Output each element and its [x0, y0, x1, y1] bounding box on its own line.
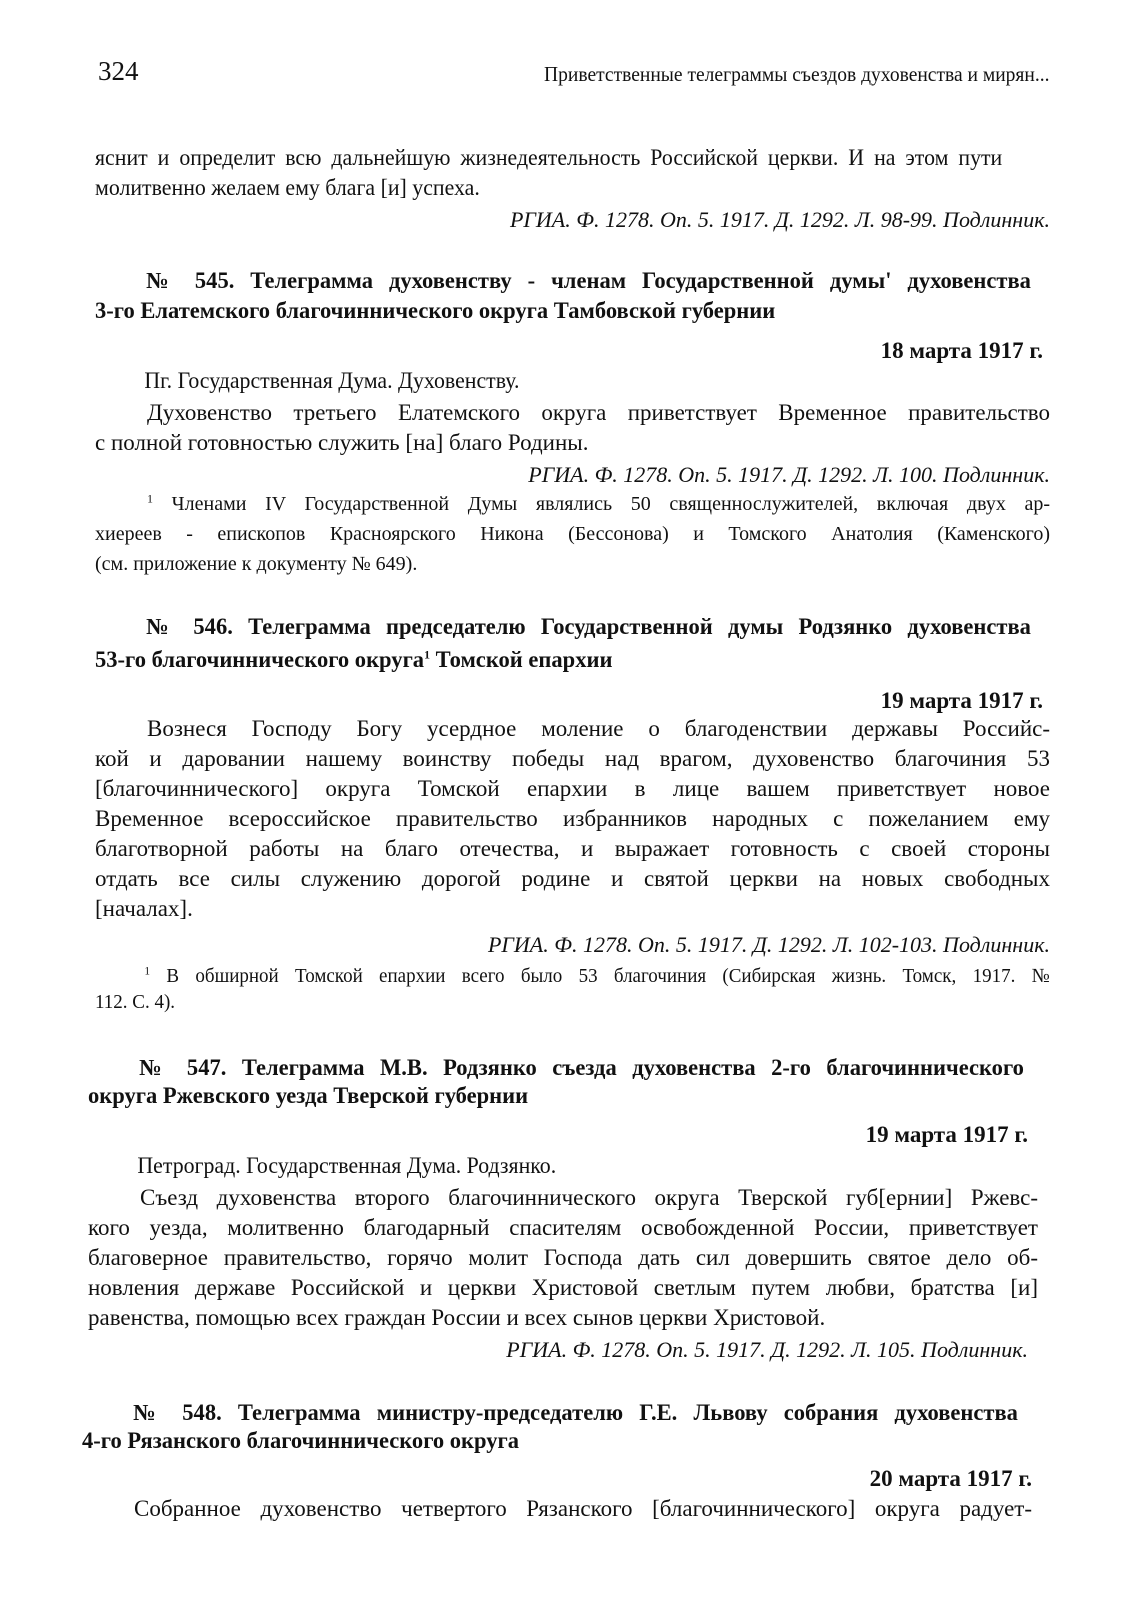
document-title: № 547. Телеграмма М.В. Родзянко съезда духовенства 2-го благочиннического — [138, 1055, 1024, 1080]
footnote — [95, 490, 1050, 518]
document-title: № 548. Телеграмма министру-председателю Г.Е. Львову собрания духовенства — [132, 1400, 1018, 1425]
document-title: № 546. Телеграмма председателю Государственной думы Родзянко духовенства — [145, 614, 1031, 639]
footnote-mark: 1 — [147, 491, 153, 506]
document-address: Петроград. Государственная Дума. Родзянко. — [137, 1153, 557, 1178]
footnote-line: (см. приложение к документу № 649). — [95, 553, 418, 575]
body-line: Собранное духовенство четвертого Рязанского [благочиннического] округа радует- — [134, 1496, 1032, 1521]
document-date: 19 марта 1917 г. — [880, 688, 1043, 713]
body-line: [благочиннического] округа Томской епархии в лице вашем приветствует новое — [95, 776, 1050, 801]
body-line: Временное всероссийское правительство избранников народных с пожеланием ему — [95, 806, 1050, 831]
archive-source: РГИА. Ф. 1278. Оп. 5. 1917. Д. 1292. Л. 102-103. Подлинник. — [487, 932, 1050, 957]
document-title: 53-го благочиннического округа$^1$ Томской епархии — [95, 647, 613, 672]
document-title: 4-го Рязанского благочиннического округа — [82, 1428, 520, 1453]
archive-source: РГИА. Ф. 1278. Оп. 5. 1917. Д. 1292. Л. 105. Подлинник. — [506, 1337, 1028, 1362]
body-line: молитвенно желаем ему блага [и] успеха. — [95, 175, 480, 200]
body-line: Духовенство третьего Елатемского округа приветствует Временное правительство — [147, 400, 1050, 425]
document-title: 3-го Елатемского благочиннического округа Тамбовской губернии — [95, 298, 776, 323]
document-address: Пг. Государственная Дума. Духовенству. — [144, 368, 520, 393]
body-line: равенства, помощью всех граждан России и всех сынов церкви Христовой. — [88, 1305, 826, 1330]
body-line: яснит и определит всю дальнейшую жизнедеятельность Российской церкви. И на этом пути — [95, 145, 1003, 170]
body-line: новления державе Российской и церкви Христовой светлым путем любви, братства [и] — [88, 1275, 1038, 1300]
body-line: с полной готовностью служить [на] благо Родины. — [95, 430, 589, 455]
document-date: 19 марта 1917 г. — [865, 1122, 1028, 1147]
document-title: № 545. Телеграмма духовенству - членам Государственной думы' духовенства — [145, 268, 1031, 293]
body-line: кой и даровании нашему воинству победы над врагом, духовенство благочиния 53 — [95, 746, 1050, 771]
document-date: 18 марта 1917 г. — [880, 338, 1043, 363]
body-line: кого уезда, молитвенно благодарный спасителям освобожденной России, приветствует — [88, 1215, 1038, 1240]
body-line: Вознеся Господу Богу усердное моление о благоденствии державы Российс- — [147, 716, 1050, 741]
body-line: благоверное правительство, горячо молит Господа дать сил довершить святое дело об- — [88, 1245, 1038, 1270]
body-line: Съезд духовенства второго благочиннического округа Тверской губ[ернии] Ржевс- — [140, 1185, 1038, 1210]
archive-source: РГИА. Ф. 1278. Оп. 5. 1917. Д. 1292. Л. 100. Подлинник. — [528, 462, 1050, 487]
footnote-mark: 1 — [424, 647, 430, 662]
footnote-text: В обширной Томской епархии всего было 53 благочиния (Сибирская жизнь. Томск, 1917. № — [166, 965, 1050, 987]
body-line: [началах]. — [95, 896, 193, 921]
footnote-text: Членами IV Государственной Думы являлись 50 священнослужителей, включая двух ар- — [171, 493, 1051, 515]
body-line: благотворной работы на благо отечества, и выражает готовность с своей стороны — [95, 836, 1050, 861]
archive-source: РГИА. Ф. 1278. Оп. 5. 1917. Д. 1292. Л. 98-99. Подлинник. — [509, 207, 1050, 232]
document-title: округа Ржевского уезда Тверской губернии — [88, 1083, 529, 1108]
running-title: Приветственные телеграммы съездов духовенства и мирян... — [544, 62, 1050, 86]
footnote-line: хиереев - епископов Красноярского Никона (Бессонова) и Томского Анатолия (Каменского) — [95, 523, 1050, 545]
footnote-line: 112. С. 4). — [95, 991, 176, 1013]
page-number: 324 — [98, 56, 139, 86]
body-line: отдать все силы служению дорогой родине и святой церкви на новых свободных — [95, 866, 1050, 891]
footnote — [95, 962, 1050, 990]
document-date: 20 марта 1917 г. — [869, 1466, 1032, 1491]
footnote-mark: 1 — [144, 963, 151, 978]
